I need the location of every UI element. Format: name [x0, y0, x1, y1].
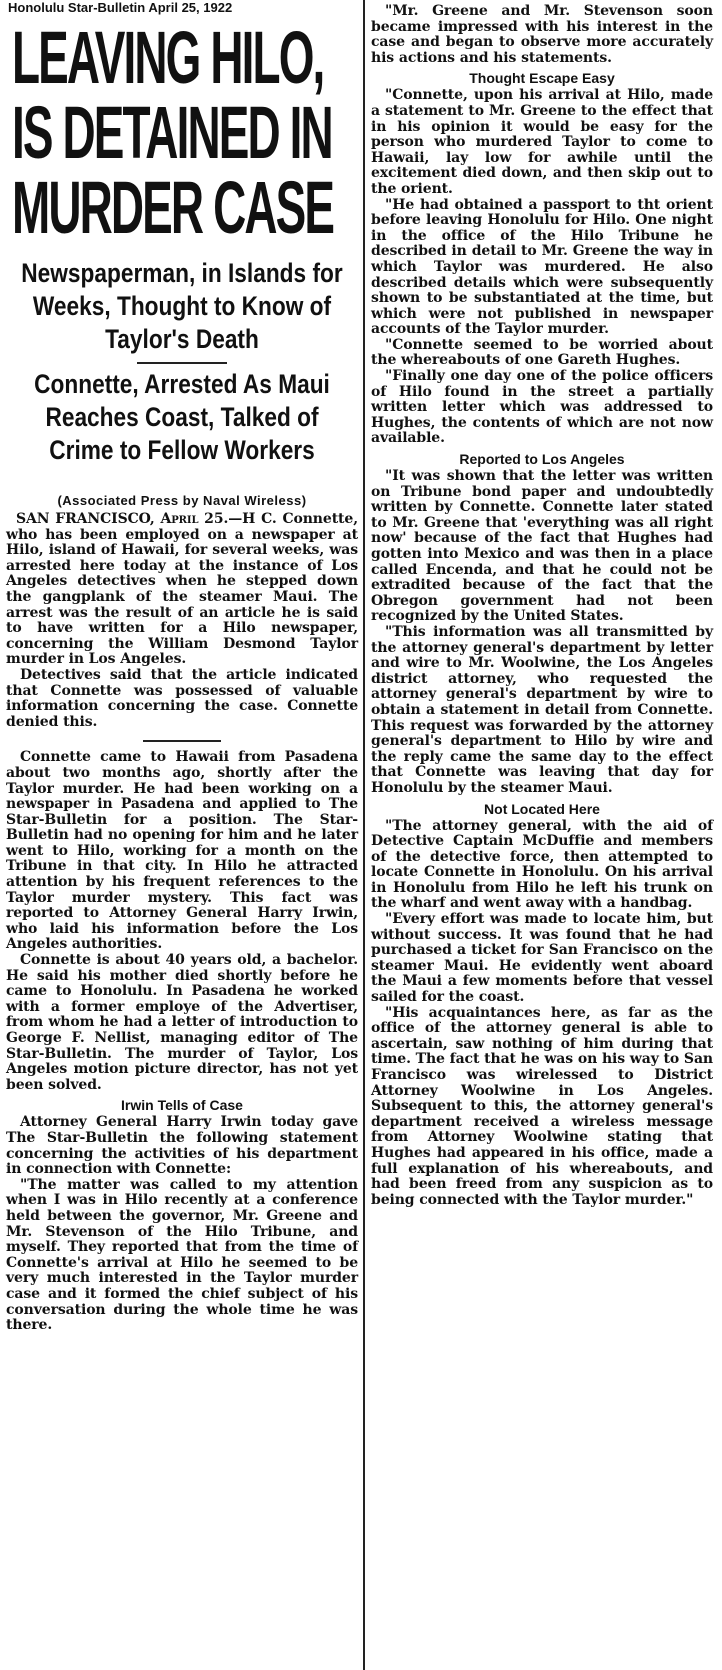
- section-subhead: Thought Escape Easy: [469, 70, 615, 87]
- subheadline-deck-1: Newspaperman, in Islands for Weeks, Thought to Know of Taylor's Death: [21, 258, 343, 354]
- article-paragraph: "Every effort was made to locate him, but without success. It was found that he had purchased a ticket for San Francisco on the steamer Maui. He evidently went aboard the Maui a few moments before that vessel sailed for the coast.: [371, 911, 713, 1006]
- section-divider: [143, 740, 221, 742]
- article-paragraph: "The matter was called to my attention when I was in Hilo recently at a conference held between the governor, Mr. Greene and Mr. Stevenson of the Hilo Tribune, and myself. They reported that from the time of Connette's arrival at Hilo he seemed to be very much interested in the Taylor murder case and it formed the chief subject of his conversation during the whole time he was there.: [6, 1176, 358, 1334]
- article-paragraph: "His acquaintances here, as far as the office of the attorney general is able to ascertain, saw nothing of him during that time. The fact that he was on his way to San Francisco was wirelessed to District Attorney Woolwine in Los Angeles. Subsequent to this, the attorney general's department received a wireless message from Attorney Woolwine stating that Hughes had appeared in his office, made a full explanation of his whereabouts, and had been freed from any suspicion as to being connected with the Taylor murder.": [371, 1004, 713, 1208]
- article-paragraph: "This information was all transmitted by the attorney general's department by letter and wire to Mr. Woolwine, the Los Angeles district attorney, who requested the attorney general's department by wire to obtain a statement in detail from Connette. This request was forwarded by the attorney general's department to Hilo by wire and the reply came the same day to the effect that Connette was leaving that day for Honolulu by the steamer Maui.: [371, 623, 713, 796]
- article-paragraph: "It was shown that the letter was written on Tribune bond paper and undoubtedly written by Connette. Connette later stated to Mr. Greene that 'everything was all right now' because of the fact that Hughes had gotten into Mexico and was then in a place called Encenda, and that he could not be extradited because of the fact that the Obregon government had not been recognized by the United States.: [371, 468, 713, 625]
- dateline: SAN FRANCISCO, April 25.—: [16, 511, 243, 527]
- article-paragraph: "The attorney general, with the aid of Detective Captain McDuffie and members of the detective force, then attempted to locate Connette in Honolulu. On his arrival in Honolulu from Hilo he left his trunk on the wharf and went away with a handbag.: [371, 817, 713, 912]
- headline: [12, 16, 359, 249]
- wire-credit: (Associated Press by Naval Wireless): [57, 493, 307, 508]
- article-paragraph: "Connette seemed to be worried about the whereabouts of one Gareth Hughes.: [371, 336, 713, 369]
- deck-divider: [137, 362, 227, 364]
- article-paragraph: "Finally one day one of the police officers of Hilo found in the street a partially written letter which was addressed to Hughes, the contents of which are not now available.: [371, 368, 713, 447]
- section-subhead: Reported to Los Angeles: [459, 451, 625, 468]
- left-column: [6, 14, 358, 1334]
- article-paragraph: "Mr. Greene and Mr. Stevenson soon became impressed with his interest in the case and began to observe more accurately his actions and his statements.: [371, 3, 713, 66]
- section-subhead: Not Located Here: [484, 800, 600, 817]
- article-paragraph: "Connette, upon his arrival at Hilo, made a statement to Mr. Greene to the effect that in his opinion it would be easy for the person who murdered Taylor to come to Hawaii, lay low for awhile until the excitement died down, and then skip out to the orient.: [371, 87, 713, 197]
- column-rule: [363, 0, 365, 1670]
- article-paragraph: Connette came to Hawaii from Pasadena about two months ago, shortly after the Taylor murder. He had been working on a newspaper in Pasadena and applied to The Star-Bulletin for a position. The Star-Bulletin had no opening for him and he later went to Hilo, working for a month on the Tribune in that city. In Hilo he attracted attention by his frequent references to the Taylor murder mystery. This fact was reported to Attorney General Harry Irwin, who laid his information before the Los Angeles authorities.: [6, 749, 358, 953]
- headline-line: LEAVING HILO,: [12, 16, 324, 99]
- subheadline-deck-2: Connette, Arrested As Maui Reaches Coast, Talked of Crime to Fellow Workers: [34, 369, 330, 465]
- article-paragraph: Connette is about 40 years old, a bachelor. He said his mother died shortly before he came to Honolulu. In Pasadena he worked with a former employe of the Advertiser, from whom he had a letter of introduction to George F. Nellist, managing editor of The Star-Bulletin. The murder of Taylor, Los Angeles motion picture director, has not yet been solved.: [6, 952, 358, 1093]
- article-paragraph: "He had obtained a passport to tht orient before leaving Honolulu for Hilo. One night in the office of the Hilo Tribune he described in detail to Mr. Greene the way in which Taylor was murdered. He also described details which were subsequently shown to be substantiated at the time, but which were not published in newspaper accounts of the Taylor murder.: [371, 196, 713, 338]
- right-column: [371, 4, 713, 1208]
- section-subhead: Irwin Tells of Case: [121, 1097, 243, 1114]
- headline-line: MURDER CASE: [12, 166, 334, 249]
- clipping-caption: Honolulu Star-Bulletin April 25, 1922: [8, 0, 233, 15]
- article-paragraph: Detectives said that the article indicated that Connette was possessed of valuable information concerning the case. Connette denied this.: [6, 666, 358, 730]
- headline-line: IS DETAINED IN: [12, 91, 332, 174]
- article-paragraph: Attorney General Harry Irwin today gave The Star-Bulletin the following statement concerning the activities of his department in connection with Connette:: [6, 1114, 358, 1178]
- article-paragraph: SAN FRANCISCO, April 25.—H C. Connette, who has been employed on a newspaper at Hilo, island of Hawaii, for several weeks, was arrested here today at the instance of Los Angeles detectives when he stepped down the gangplank of the steamer Maui. The arrest was the result of an article he is said to have written for a Hilo newspaper, concerning the William Desmond Taylor murder in Los Angeles.: [6, 511, 359, 668]
